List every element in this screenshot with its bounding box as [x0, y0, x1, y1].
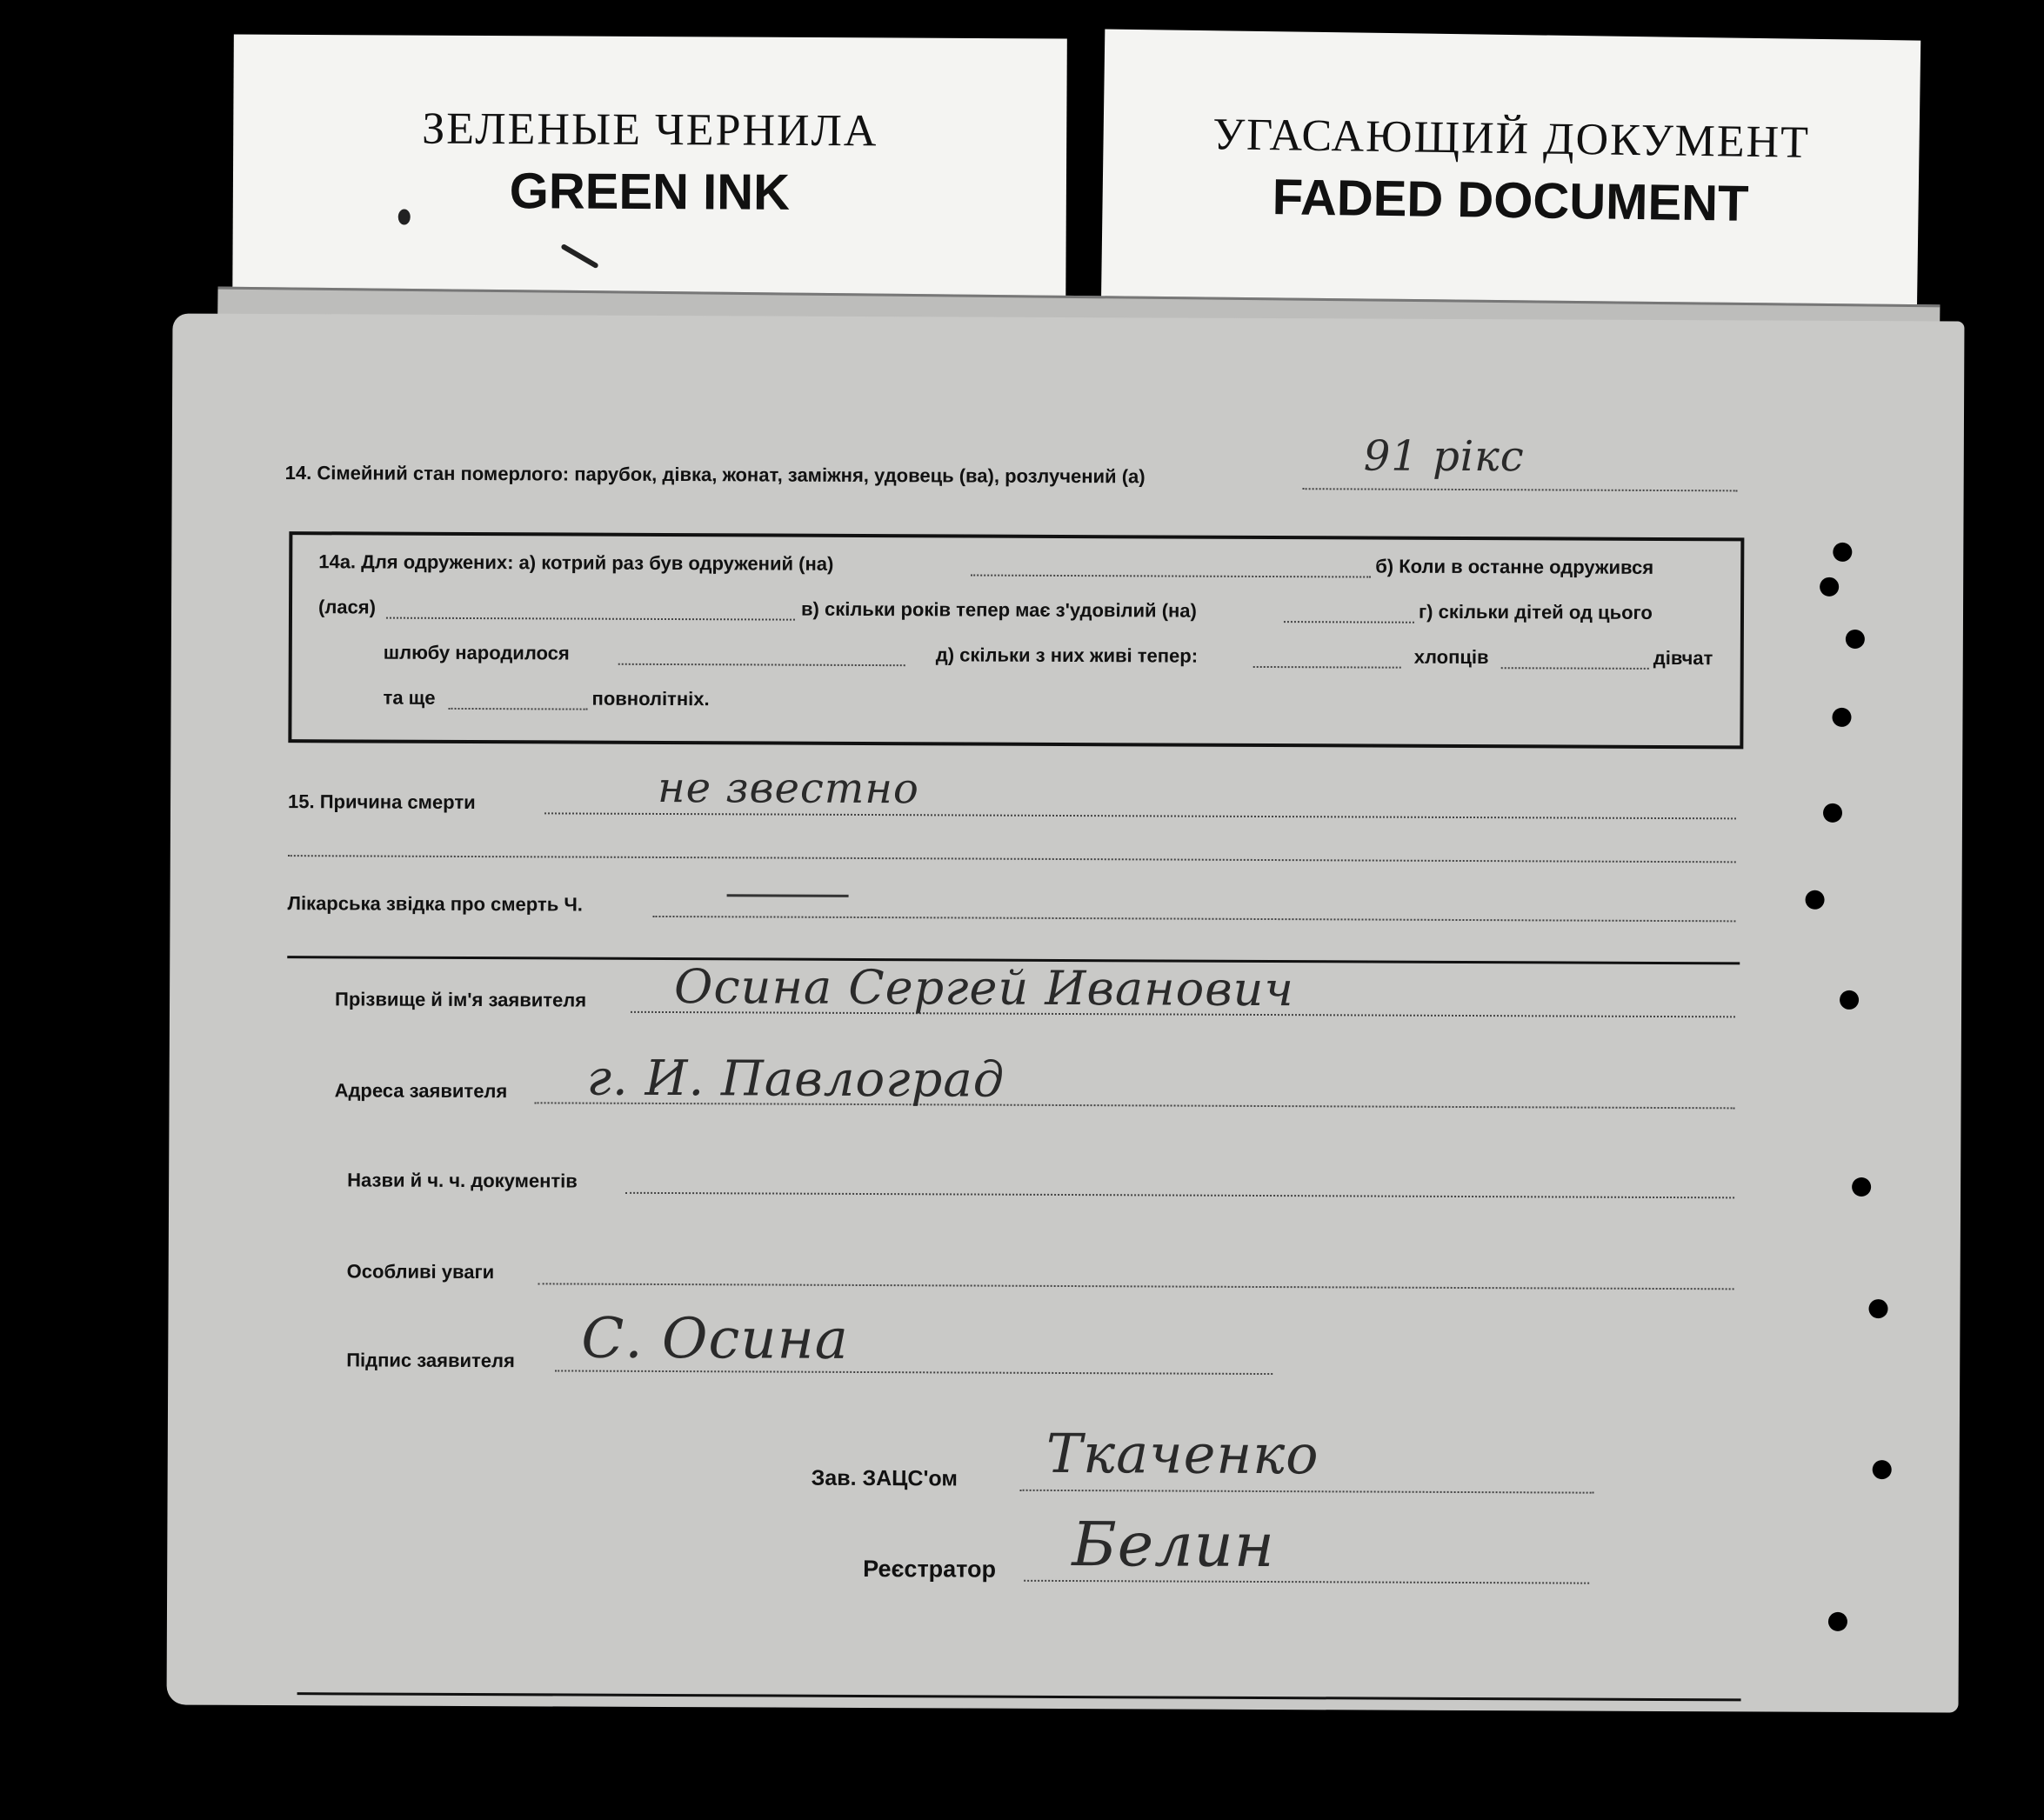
binding-hole — [1828, 1612, 1847, 1631]
binding-hole — [1873, 1460, 1892, 1479]
girls-label: дівчат — [1653, 646, 1713, 670]
applicant-address-label: Адреса заявителя — [334, 1079, 508, 1103]
binding-hole — [1833, 543, 1852, 562]
green-ink-label-en: GREEN INK — [509, 163, 791, 221]
widowed-years-line — [1284, 621, 1414, 623]
registry-head-signature: Ткаченко — [1045, 1421, 1319, 1487]
applicant-name-label: Прізвище й ім'я заявителя — [335, 988, 587, 1011]
marital-status-line — [1303, 488, 1738, 491]
registrar-line — [1024, 1580, 1589, 1584]
ink-blot — [398, 209, 411, 224]
bottom-rule — [297, 1692, 1741, 1701]
green-ink-card — [232, 34, 1067, 317]
widowed-years-label: в) скільки років тепер має з'удовілий (на) — [800, 597, 1197, 622]
doctor-certificate-label: Лікарська звідка про смерть Ч. — [287, 892, 584, 916]
married-info-box — [288, 531, 1744, 749]
faded-document-label-en: FADED DOCUMENT — [1272, 169, 1749, 232]
binding-hole — [1852, 1177, 1871, 1197]
remarks-line — [538, 1283, 1734, 1290]
applicant-signature: С. Осина — [581, 1306, 850, 1372]
last-married-cont: (лася) — [317, 596, 377, 618]
faded-document-card — [1101, 29, 1921, 327]
registry-head-label: Зав. ЗАЦС'ом — [811, 1465, 958, 1491]
children-alive-label: д) скільки з них живі тепер: — [935, 643, 1199, 667]
binding-hole — [1823, 803, 1842, 823]
registrar-label: Реєстратор — [863, 1555, 997, 1583]
last-married-label: б) Коли в останне одружився — [1375, 555, 1654, 578]
doctor-certificate-line — [652, 916, 1735, 922]
marital-status-value: 91 рiкс — [1363, 431, 1525, 482]
remarks-label: Особливі уваги — [346, 1260, 495, 1283]
marital-status-label: 14. Сімейний стан померлого: парубок, дівка, жонат, заміжня, удовець (ва), розлучений (а) — [284, 462, 1146, 488]
binding-hole — [1832, 708, 1851, 727]
binding-hole — [1846, 630, 1865, 649]
binding-hole — [1868, 1299, 1887, 1318]
children-count-label: г) скільки дітей од цього — [1418, 600, 1653, 623]
documents-line — [625, 1192, 1734, 1199]
documents-label: Назви й ч. ч. документів — [347, 1169, 578, 1192]
adults-line — [449, 708, 588, 710]
times-married-label: 14а. Для одружених: а) котрий раз був одружений (на) — [318, 550, 834, 575]
death-record-sheet — [167, 314, 1965, 1713]
binding-hole — [1806, 890, 1825, 910]
binding-hole — [1840, 990, 1859, 1010]
doctor-certificate-dash — [727, 894, 849, 897]
registrar-signature: Белин — [1072, 1509, 1276, 1582]
boys-line — [1501, 667, 1649, 670]
children-born-label: шлюбу народилося — [383, 641, 570, 664]
cause-of-death-line — [544, 812, 1736, 819]
last-married-line — [386, 617, 795, 621]
registry-head-line — [1020, 1490, 1594, 1494]
ink-stroke — [560, 243, 598, 269]
applicant-address-value: г. И. Павлоград — [586, 1050, 1005, 1109]
also-label: та ще — [383, 686, 436, 709]
green-ink-label-ru: ЗЕЛЕНЫЕ ЧЕРНИЛА — [422, 103, 878, 157]
boys-label: хлопців — [1413, 645, 1489, 669]
children-born-line — [618, 663, 905, 666]
cause-of-death-line-2 — [288, 855, 1736, 863]
children-alive-line — [1253, 666, 1401, 669]
faded-document-label-ru: УГАСАЮЩИЙ ДОКУМЕНТ — [1212, 110, 1811, 168]
times-married-line — [971, 575, 1371, 578]
binding-hole — [1820, 577, 1839, 597]
cause-of-death-value: не звестно — [658, 763, 919, 814]
adults-label: повнолітніх. — [591, 687, 710, 710]
applicant-name-value: Осина Сергей Иванович — [673, 959, 1295, 1017]
cause-of-death-label: 15. Причина смерти — [287, 790, 476, 814]
applicant-signature-label: Підпис заявителя — [346, 1349, 515, 1372]
